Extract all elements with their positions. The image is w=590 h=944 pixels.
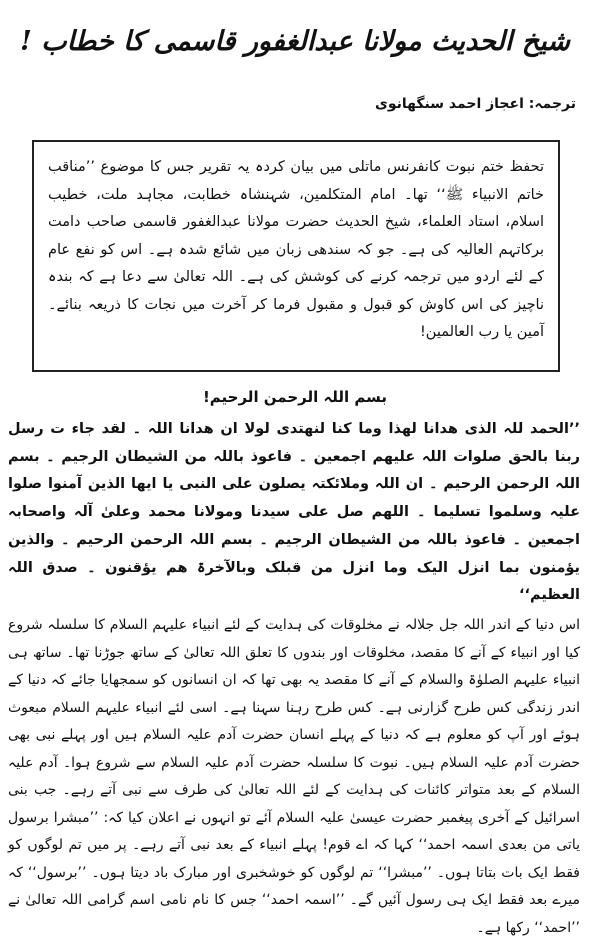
arabic-text: ’’الحمد للہ الذی ھدانا لھذا وما کنا لنھتدی لولا ان ھدانا اللہ ۔ لقد جاء ت رسل ربنا بالحق صلوات اللہ علیھم اجمعین ۔ فاعوذ باللہ من الشیطان الرجیم ۔ بسم اللہ الرحمن الرحیم ۔ ان اللہ وملائکتہ یصلون علی النبی یا ایھا الذین آمنوا صلوا علیہ وسلموا تسلیما ۔ اللھم صل علی سیدنا ومولانا محمد وعلیٰ آلہ واصحابہ اجمعین ۔ فاعوذ باللہ من الشیطان الرجیم ۔ بسم اللہ الرحمن الرحیم ۔ والذین یؤمنون بما انزل الیک وما انزل من قبلک وبالآخرۃ ھم یؤقنون ۔ صدق اللہ العظیم‘‘ — [8, 421, 580, 604]
intro-text: تحفظ ختم نبوت کانفرنس ماتلی میں بیان کردہ یہ تقریر جس کا موضوع ’’مناقب خاتم الانبیاء ﷺ‘‘ تھا۔ امام المتکلمین، شہنشاہ خطابت، مجاہد ملت، خطیب اسلام، استاد العلماء، شیخ الحدیث حضرت مولانا عبدالغفور قاسمی صاحب دامت برکاتہم العالیہ کی ہے۔ جو کہ سندھی زبان میں شائع شدہ ہے۔ اس کو نفع عام کے لئے اردو میں ترجمہ کرنے کی کوشش کی ہے۔ اللہ تعالیٰ سے دعا ہے کہ بندہ ناچیز کی اس کاوش کو قبول و مقبول فرما کر آخرت میں نجات کا ذریعہ بنائے۔ آمین یا رب العالمین! — [48, 159, 544, 340]
bismillah-heading: بسم اللہ الرحمن الرحیم! — [202, 388, 388, 406]
intro-box — [32, 140, 560, 372]
body-section — [8, 612, 580, 942]
body-paragraph: اس دنیا کے اندر اللہ جل جلالہ نے مخلوقات کی ہدایت کے لئے انبیاء علیہم السلام کا سلسلہ شروع کیا اور انبیاء کے آنے کا مقصد، مخلوقات اور بندوں کا تعلق اللہ تعالیٰ کے ساتھ جوڑنا تھا۔ ساتھ ہی انبیاء علیہم الصلوٰۃ والسلام کے آنے کا مقصد یہ بھی تھا کہ ان انسانوں کو سمجھایا جائے کہ دنیا کے اندر زندگی کس طرح گزارنی ہے۔ کس طرح رہنا سہنا ہے۔ اسی لئے انبیاء علیہم السلام مبعوث ہوئے اور آپ کو معلوم ہے کہ دنیا کے پہلے انسان حضرت آدم علیہ السلام ہیں اور پہلے نبی بھی حضرت آدم علیہ السلام ہیں۔ نبوت کا سلسلہ حضرت آدم علیہ السلام سے شروع ہوا۔ آدم علیہ السلام کے بعد متواتر کائنات کی ہدایت کے لئے اللہ تعالیٰ کی طرف سے نبی آتے رہے۔ جب بنی اسرائیل کے آخری پیغمبر حضرت عیسیٰ علیہ السلام آئے تو انہوں نے اعلان کیا کہ: ’’مبشرا برسول یاتی من بعدی اسمہ احمد‘‘ کہا کہ اے قوم! پہلے انبیاء کے بعد نبی آتے رہے۔ پر میں تم لوگوں کو فقط ایک بات بتاتا ہوں۔ ’’مبشرا‘‘ تم لوگوں کو خوشخبری اور مبارک باد دیتا ہوں۔ ’’برسول‘‘ کہ میرے بعد فقط ایک ہی رسول آئیں گے۔ ’’اسمہ احمد‘‘ جس کا نام نامی اسم گرامی اللہ تعالیٰ نے ’’احمد‘‘ رکھا ہے۔ — [8, 617, 580, 936]
page-title: شیخ الحدیث مولانا عبدالغفور قاسمی کا خطاب ! — [19, 26, 571, 57]
arabic-opening — [8, 416, 580, 610]
translator-credit: ترجمہ: اعجاز احمد سنگھانوی — [375, 96, 576, 112]
